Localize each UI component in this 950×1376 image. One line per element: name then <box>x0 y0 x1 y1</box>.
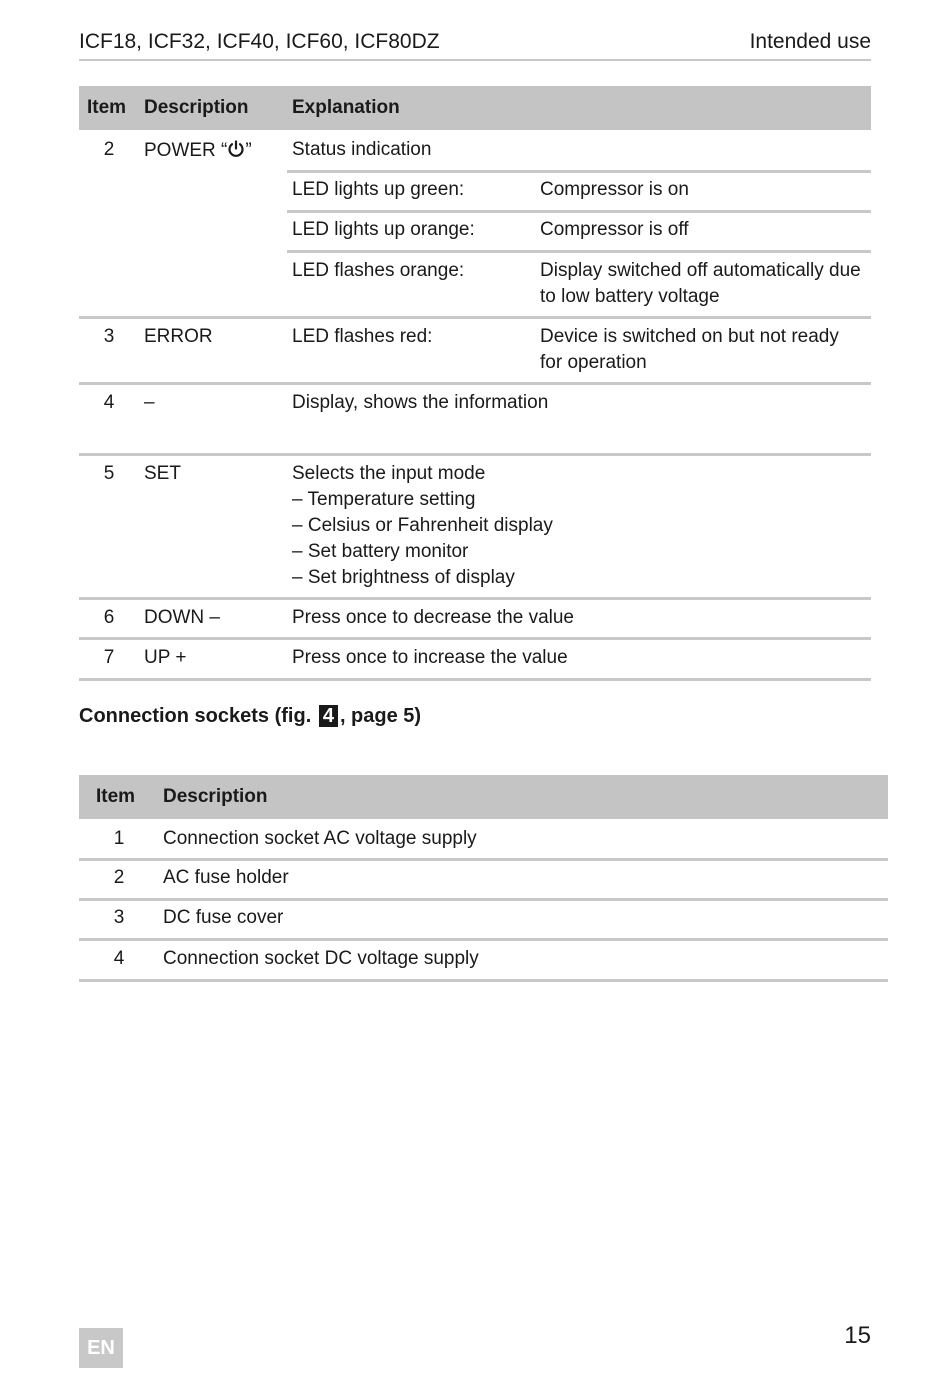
led-state-meaning: for operation <box>540 352 647 373</box>
row-divider <box>79 979 888 982</box>
row-divider <box>79 858 888 861</box>
column-header-item: Item <box>96 786 136 807</box>
row-divider <box>79 898 888 901</box>
item-description: UP + <box>144 647 187 668</box>
item-number: 6 <box>103 607 115 628</box>
item-number: 3 <box>113 907 125 928</box>
section-title: Connection sockets (fig. 4 , page 5) <box>79 705 422 727</box>
item-number: 7 <box>103 647 115 668</box>
led-state-meaning: Display switched off automatically due <box>540 260 861 281</box>
item-description: ERROR <box>144 326 213 347</box>
item-number: 1 <box>113 828 125 849</box>
item-explanation: Selects the input mode <box>292 463 486 484</box>
sub-row-divider <box>287 170 871 173</box>
power-icon <box>227 140 245 166</box>
row-divider <box>79 453 871 456</box>
row-divider <box>79 938 888 941</box>
item-description: – <box>144 392 155 413</box>
header-divider <box>79 59 871 61</box>
item-explanation: Display, shows the information <box>292 392 549 413</box>
row-divider <box>79 597 871 600</box>
sockets-table-header <box>79 775 888 819</box>
column-header-item: Item <box>87 97 127 118</box>
figure-reference: 4 <box>319 705 338 727</box>
item-description: DC fuse cover <box>163 907 284 928</box>
row-divider <box>79 382 871 385</box>
item-description: Connection socket AC voltage supply <box>163 828 477 849</box>
led-state-meaning: Compressor is on <box>540 179 689 200</box>
item-number: 4 <box>103 392 115 413</box>
section-header: Intended use <box>749 30 871 53</box>
led-state-label: LED flashes red: <box>292 326 433 347</box>
led-state-meaning: to low battery voltage <box>540 286 720 307</box>
row-divider <box>79 637 871 640</box>
led-state-label: LED lights up green: <box>292 179 465 200</box>
input-mode-option: – Celsius or Fahrenheit display <box>292 515 553 536</box>
row-divider <box>79 316 871 319</box>
item-number: 4 <box>113 948 125 969</box>
item-number: 2 <box>113 867 125 888</box>
item-number: 3 <box>103 326 115 347</box>
page-number: 15 <box>844 1322 871 1349</box>
item-explanation: Press once to decrease the value <box>292 607 575 628</box>
document-model-header: ICF18, ICF32, ICF40, ICF60, ICF80DZ <box>79 30 440 53</box>
led-state-label: LED flashes orange: <box>292 260 465 281</box>
input-mode-option: – Temperature setting <box>292 489 476 510</box>
item-explanation: Press once to increase the value <box>292 647 568 668</box>
item-description: DOWN – <box>144 607 220 628</box>
item-description: SET <box>144 463 181 484</box>
input-mode-option: – Set battery monitor <box>292 541 469 562</box>
input-mode-option: – Set brightness of display <box>292 567 515 588</box>
row-divider <box>79 678 871 681</box>
item-number: 2 <box>103 139 115 160</box>
sub-row-divider <box>287 210 871 213</box>
language-badge: EN <box>79 1328 123 1368</box>
column-header-description: Description <box>163 786 268 807</box>
item-description: POWER “ ” <box>144 138 252 166</box>
item-description: Connection socket DC voltage supply <box>163 948 479 969</box>
controls-table-header <box>79 86 871 130</box>
led-state-meaning: Compressor is off <box>540 219 689 240</box>
column-header-explanation: Explanation <box>292 97 400 118</box>
item-description: AC fuse holder <box>163 867 289 888</box>
led-state-meaning: Device is switched on but not ready <box>540 326 839 347</box>
sub-row-divider <box>287 250 871 253</box>
led-state-label: LED lights up orange: <box>292 219 475 240</box>
item-explanation: Status indication <box>292 139 432 160</box>
item-number: 5 <box>103 463 115 484</box>
column-header-description: Description <box>144 97 249 118</box>
